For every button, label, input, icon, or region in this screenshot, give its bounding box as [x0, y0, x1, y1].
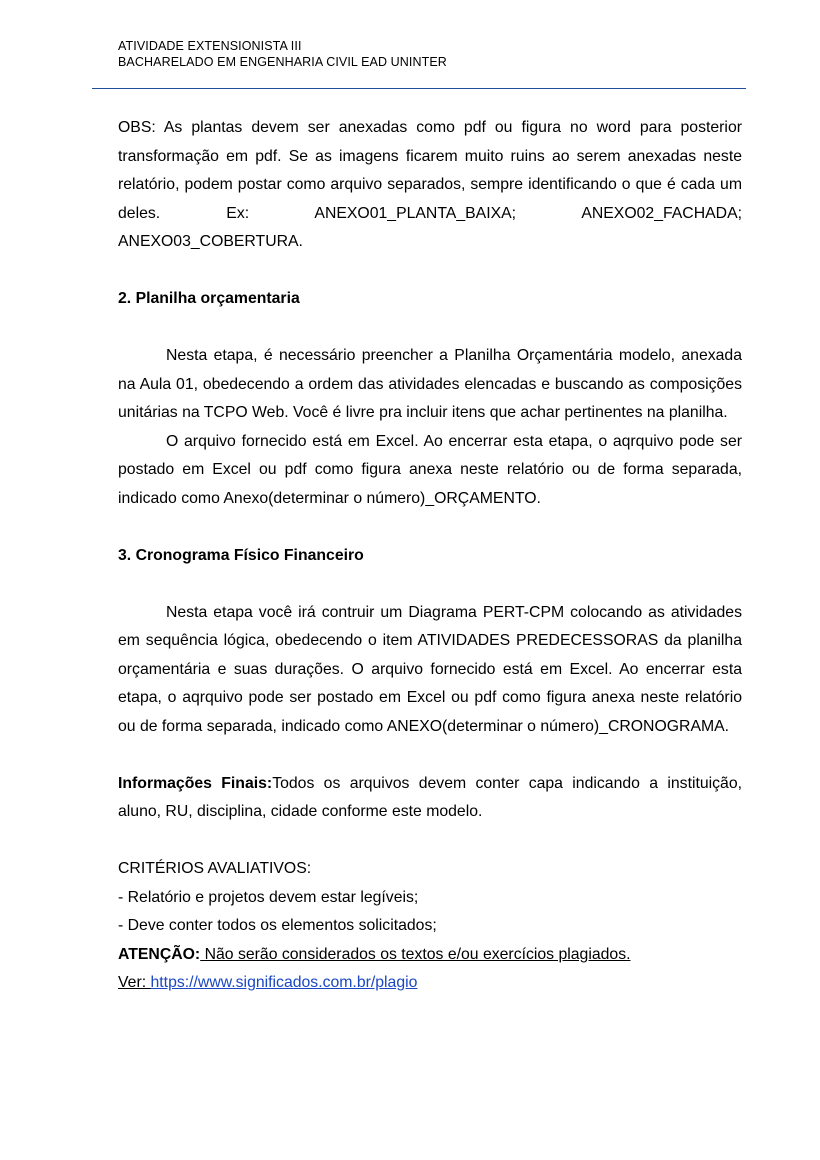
attention-label: ATENÇÃO:	[118, 945, 201, 963]
attention-text: Não serão considerados os textos e/ou exercícios plagiados.	[200, 945, 631, 963]
see-label: Ver:	[118, 974, 151, 991]
header-line-1: ATIVIDADE EXTENSIONISTA III	[118, 39, 302, 53]
section-2-title: 2. Planilha orçamentaria	[118, 290, 300, 307]
document-body	[118, 114, 742, 998]
criteria-item-2: - Deve conter todos os elementos solicitados;	[118, 917, 437, 934]
criteria-item-1: - Relatório e projetos devem estar legíveis;	[118, 888, 419, 906]
section-2-paragraph-1: Nesta etapa, é necessário preencher a Planilha Orçamentária modelo, anexada na Aula 01, obedecendo a ordem das atividades elencadas e buscando as composições unitárias na TCPO Web. Você é livre pra incluir itens que achar pertinentes na planilha.	[118, 347, 742, 421]
final-info-label: Informações Finais:	[118, 774, 273, 792]
section-3-paragraph-1: Nesta etapa você irá contruir um Diagrama PERT-CPM colocando as atividades em sequência lógica, obedecendo o item ATIVIDADES PREDECESSORAS da planilha orçamentária e suas durações. O arquivo fornecido está em Excel. Ao encerrar esta etapa, o aqrquivo pode ser postado em Excel ou pdf como figura anexa neste relatório ou de forma separada, indicado como ANEXO(determinar o número)_CRONOGRAMA.	[118, 603, 742, 735]
attention-line	[118, 941, 742, 970]
final-info-paragraph	[118, 770, 742, 827]
page-header	[118, 38, 447, 70]
final-info-text: Todos os arquivos devem conter capa indicando a instituição, aluno, RU, disciplina, cidade conforme este modelo.	[118, 774, 743, 820]
plagio-link[interactable]: https://www.significados.com.br/plagio	[150, 974, 418, 991]
header-divider	[92, 88, 746, 89]
section-3-title: 3. Cronograma Físico Financeiro	[118, 546, 364, 564]
criteria-title: CRITÉRIOS AVALIATIVOS:	[118, 860, 312, 877]
section-2-paragraph-2: O arquivo fornecido está em Excel. Ao encerrar esta etapa, o aqrquivo pode ser postado em Excel ou pdf como figura anexa neste relatório ou de forma separada, indicado como Anexo(determinar o número)_ORÇAMENTO.	[118, 432, 742, 507]
see-line	[118, 969, 742, 998]
header-line-2: BACHARELADO EM ENGENHARIA CIVIL EAD UNINTER	[118, 55, 447, 69]
obs-paragraph: OBS: As plantas devem ser anexadas como pdf ou figura no word para posterior transformação em pdf. Se as imagens ficarem muito ruins ao serem anexadas neste relatório, podem postar como arquivo separados, sempre identificando o que é cada um deles. Ex: ANEXO01_PLANTA_BAIXA; ANEXO02_FACHADA; ANEXO03_COBERTURA.	[118, 119, 742, 250]
